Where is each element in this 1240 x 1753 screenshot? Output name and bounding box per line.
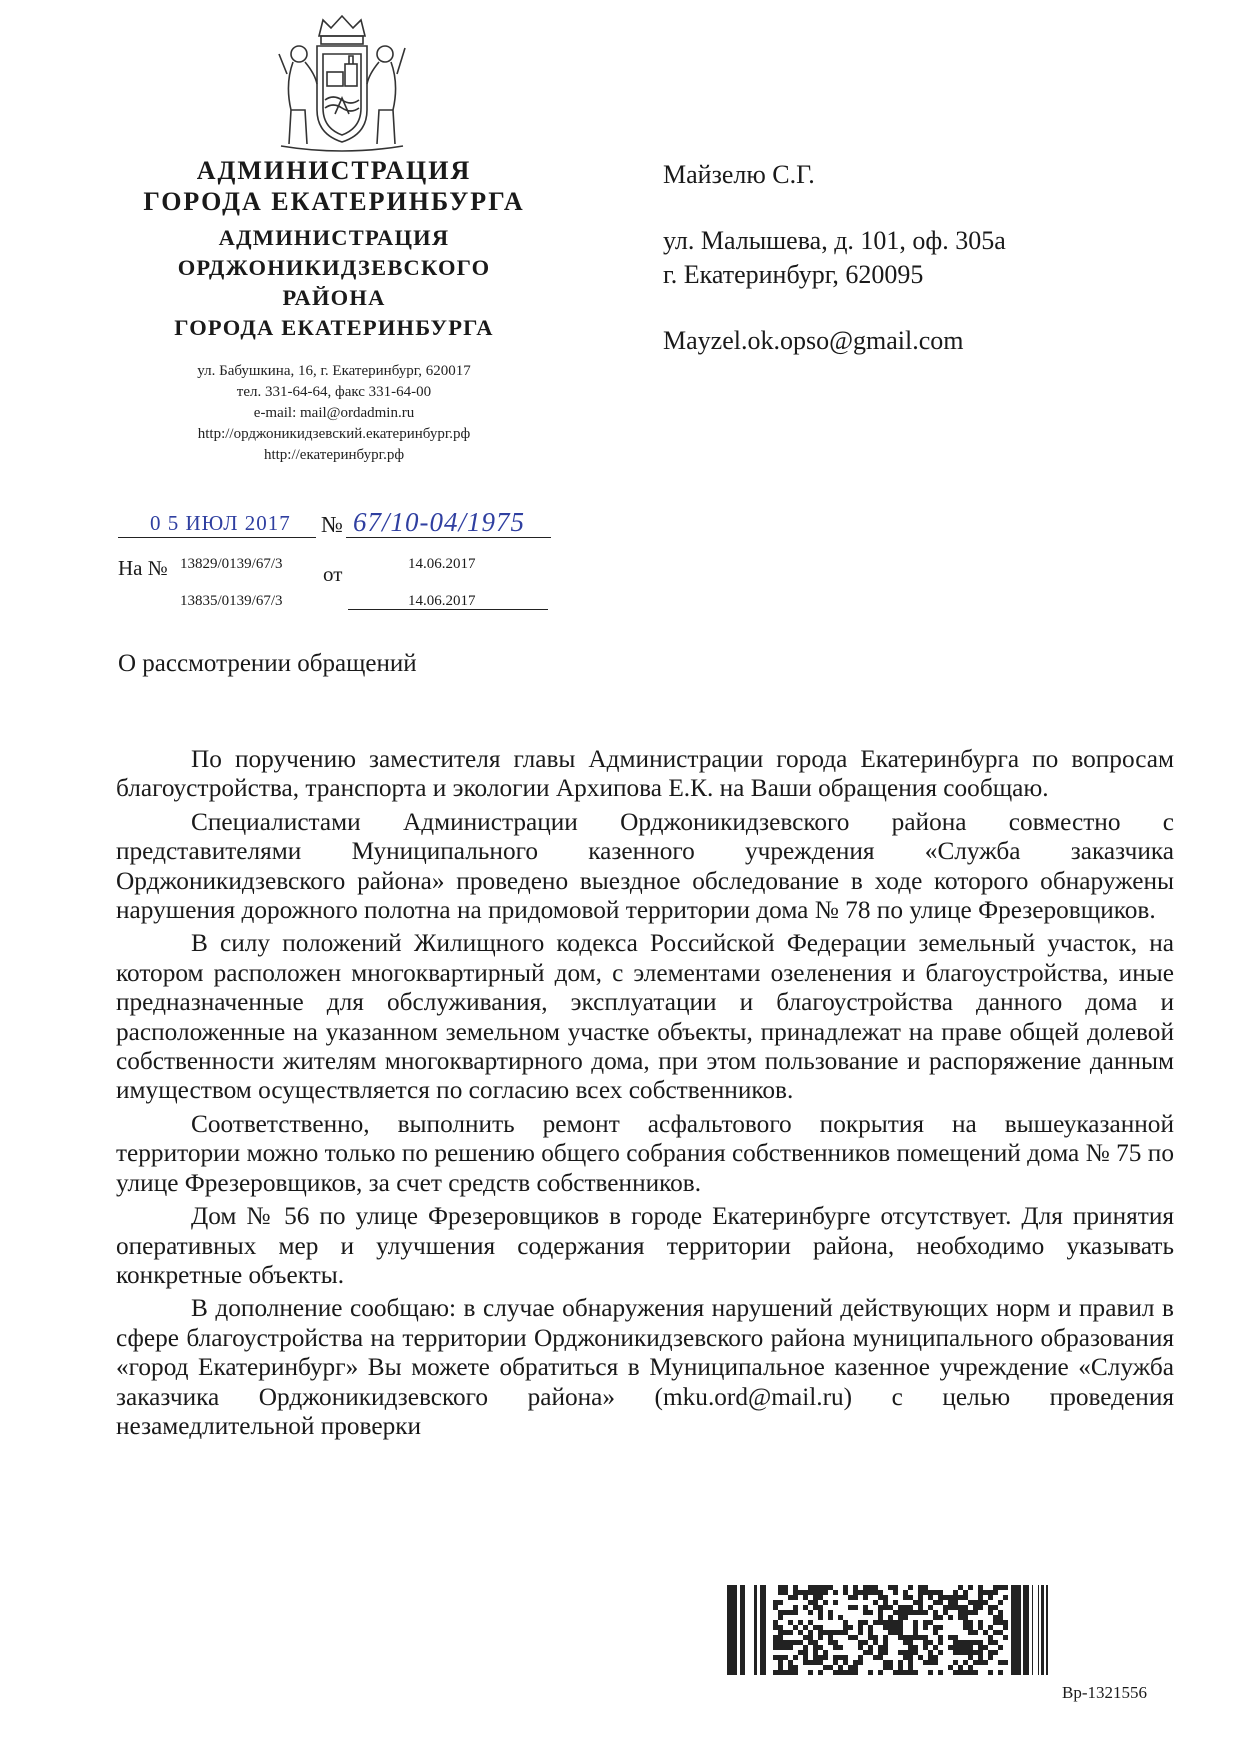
recipient-email: Mayzel.ok.opso@gmail.com (663, 326, 964, 355)
reference-number: 13829/0139/67/3 (180, 556, 283, 572)
sender-address: ул. Бабушкина, 16, г. Екатеринбург, 620017 (197, 363, 471, 379)
sender-website: http://орджоникидзевский.екатеринбург.рф (197, 426, 471, 442)
number-sign: № (321, 512, 343, 537)
body-paragraph: Дом № 56 по улице Фрезеровщиков в городе Екатеринбурге отсутствует. Для принятия оперативных мер и улучшения содержания территории района, необходимо указывать конкретные объекты. (116, 1202, 1174, 1289)
recipient-address-line1: ул. Малышева, д. 101, оф. 305а (663, 226, 1006, 255)
reference-date: 14.06.2017 (408, 593, 476, 609)
sender-block (118, 155, 550, 466)
sender-phone: тел. 331-64-64, факс 331-64-00 (236, 384, 432, 400)
body-paragraph: В дополнение сообщаю: в случае обнаружения нарушений действующих норм и правил в сфере благоустройства на территории Орджоникидзевского района муниципального образования «город Екатеринбург» Вы можете обратиться в Муниципальное казенное учреждение «Служба заказчика Орджоникидзевского района» (mku.ord@mail.ru) с целью проведения незамедлительной проверки (116, 1294, 1174, 1440)
body-paragraph: В силу положений Жилищного кодекса Российской Федерации земельный участок, на котором расположен многоквартирный дом, с элементами озеленения и благоустройства, иные предназначенные для обслуживания, эксплуатации и благоустройства данного дома и расположенные на указанном земельном участке объекты, принадлежат на праве общей долевой собственности жителям многоквартирного дома, при этом пользование и распоряжение данным имуществом осуществляется по согласию всех собственников. (116, 929, 1174, 1105)
reference-date: 14.06.2017 (408, 556, 476, 572)
letter-subject: О рассмотрении обращений (118, 650, 417, 677)
barcode-icon (723, 1585, 1053, 1675)
recipient-address-line2: г. Екатеринбург, 620095 (663, 260, 924, 289)
barcode-id: Вр-1321556 (1062, 1683, 1147, 1702)
recipient-name: Майзелю С.Г. (663, 160, 815, 189)
sender-contacts (118, 361, 550, 466)
registration-block (118, 507, 558, 615)
from-label: от (323, 562, 343, 586)
city-administration-title: АДМИНИСТРАЦИЯ ГОРОДА ЕКАТЕРИНБУРГА (143, 156, 525, 216)
recipient-block (663, 158, 1006, 358)
body-paragraph: По поручению заместителя главы Администрации города Екатеринбурга по вопросам благоустройства, транспорта и экологии Архипова Е.К. на Ваши обращения сообщаю. (116, 745, 1174, 803)
sender-email: e-mail: mail@ordadmin.ru (253, 405, 415, 421)
coat-of-arms-icon (275, 14, 409, 158)
reference-number: 13835/0139/67/3 (180, 593, 283, 609)
letter-body (116, 745, 1174, 1445)
outgoing-number: 67/10-04/1975 (353, 507, 525, 537)
body-paragraph: Специалистами Администрации Орджоникидзевского района совместно с представителями Муниципального казенного учреждения «Служба заказчика Орджоникидзевского района» проведено выездное обследование в ходе которого обнаружены нарушения дорожного полотна на придомовой территории дома № 78 по улице Фрезеровщиков. (116, 807, 1174, 925)
reply-prefix: На № (118, 556, 168, 580)
district-administration-title: АДМИНИСТРАЦИЯ ОРДЖОНИКИДЗЕВСКОГО РАЙОНА ГОРОДА ЕКАТЕРИНБУРГА (174, 225, 494, 340)
city-website: http://екатеринбург.рф (263, 447, 405, 463)
date-stamp: 0 5 ИЮЛ 2017 (150, 511, 291, 535)
body-paragraph: Соответственно, выполнить ремонт асфальтового покрытия на вышеуказанной территории можно только по решению общего собрания собственников помещений дома № 75 по улице Фрезеровщиков, за счет средств собственников. (116, 1109, 1174, 1197)
